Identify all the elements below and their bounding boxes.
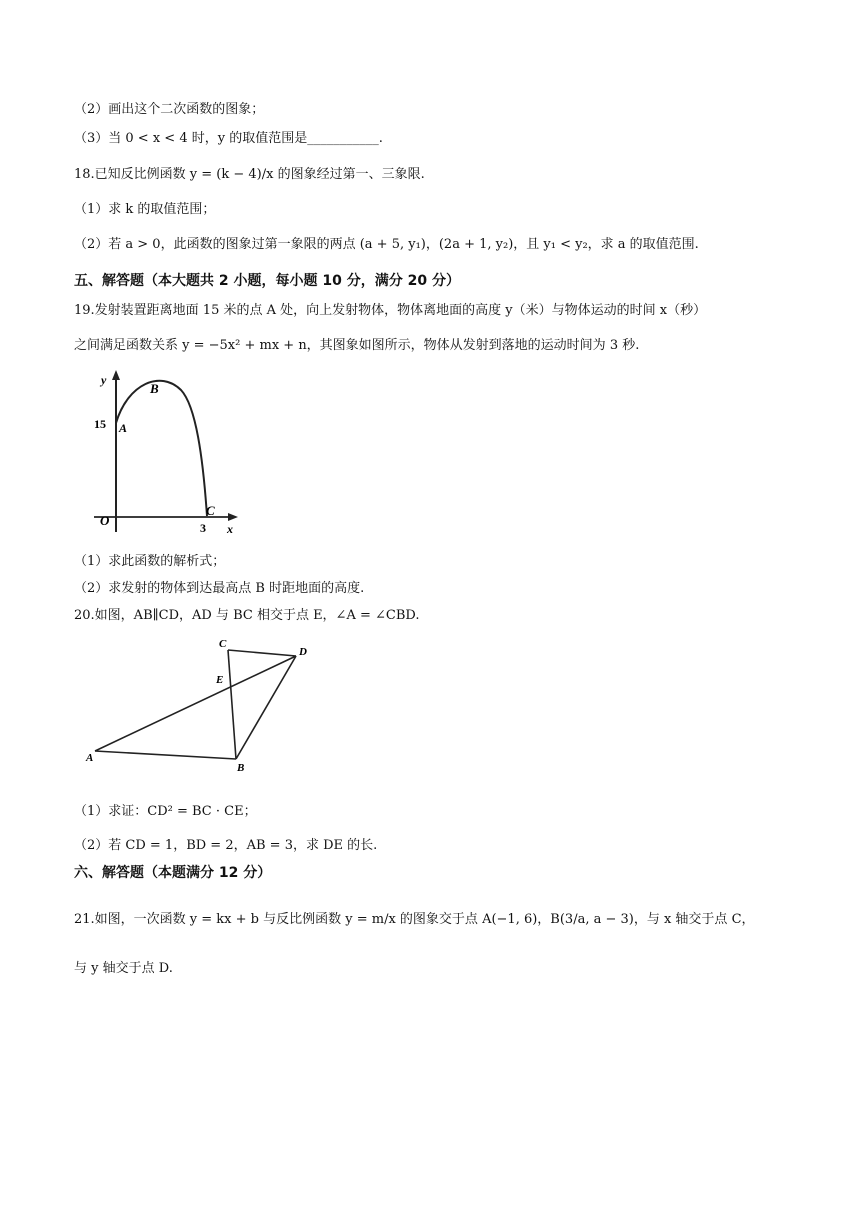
q17-part3: （3）当 0 < x < 4 时，y 的取值范围是___________.: [74, 131, 383, 146]
q19-x-arrow: [228, 513, 238, 521]
q21-stem-line2: 与 y 轴交于点 D.: [74, 961, 173, 976]
q20-point-A: A: [86, 752, 94, 764]
q20-point-D: D: [299, 646, 307, 658]
section-6-heading: 六、解答题（本题满分 12 分）: [74, 865, 272, 881]
q20-part1: （1）求证：CD² = BC · CE；: [74, 804, 257, 819]
q21-stem-line1: 21.如图，一次函数 y = kx + b 与反比例函数 y = m/x 的图象交于点 A(−1, 6)，B(3/a, a − 3)，与 x 轴交于点 C，: [74, 912, 755, 927]
section-5-heading: 五、解答题（本大题共 2 小题，每小题 10 分，满分 20 分）: [74, 273, 460, 289]
q18-part2: （2）若 a > 0，此函数的图象过第一象限的两点 (a + 5, y₁)，(2a + 1, y₂)，且 y₁ < y₂，求 a 的取值范围.: [74, 237, 699, 252]
q19-x-label: x: [227, 522, 233, 536]
q17-part2: （2）画出这个二次函数的图象；: [74, 102, 265, 117]
q19-point-C: C: [206, 503, 215, 518]
q19-part2: （2）求发射的物体到达最高点 B 时距地面的高度.: [74, 581, 365, 596]
q20-figure: [80, 634, 340, 776]
q20-segment-AD: [95, 656, 296, 751]
q18-part1: （1）求 k 的取值范围；: [74, 202, 216, 217]
q20-point-C: C: [219, 638, 227, 650]
q20-segment-DB: [236, 656, 296, 759]
q19-point-A: A: [119, 421, 128, 435]
q19-tick-3: 3: [200, 521, 206, 535]
q20-stem: 20.如图，AB∥CD，AD 与 BC 相交于点 E，∠A = ∠CBD.: [74, 608, 420, 623]
q20-segment-CB: [228, 650, 236, 759]
q20-point-E: E: [216, 674, 224, 686]
q20-part2: （2）若 CD = 1，BD = 2，AB = 3，求 DE 的长.: [74, 838, 378, 853]
q19-y-arrow: [112, 370, 120, 380]
q19-figure: [70, 368, 250, 540]
q18-stem: 18.已知反比例函数 y = (k − 4)/x 的图象经过第一、三象限.: [74, 167, 425, 182]
q20-segment-CD: [228, 650, 296, 656]
q19-part1: （1）求此函数的解析式；: [74, 554, 226, 569]
q19-stem-line2: 之间满足函数关系 y = −5x² + mx + n，其图象如图所示，物体从发射到落地的运动时间为 3 秒.: [74, 338, 640, 353]
q19-point-B: B: [150, 381, 159, 396]
q20-point-B: B: [237, 762, 245, 774]
q19-parabola: [116, 381, 207, 516]
q19-origin: O: [100, 513, 110, 528]
q20-segment-AB: [95, 751, 236, 759]
q19-stem-line1: 19.发射装置距离地面 15 米的点 A 处，向上发射物体，物体离地面的高度 y（米）与物体运动的时间 x（秒）: [74, 303, 707, 318]
q19-tick-15: 15: [94, 417, 106, 431]
q19-y-label: y: [101, 373, 107, 387]
